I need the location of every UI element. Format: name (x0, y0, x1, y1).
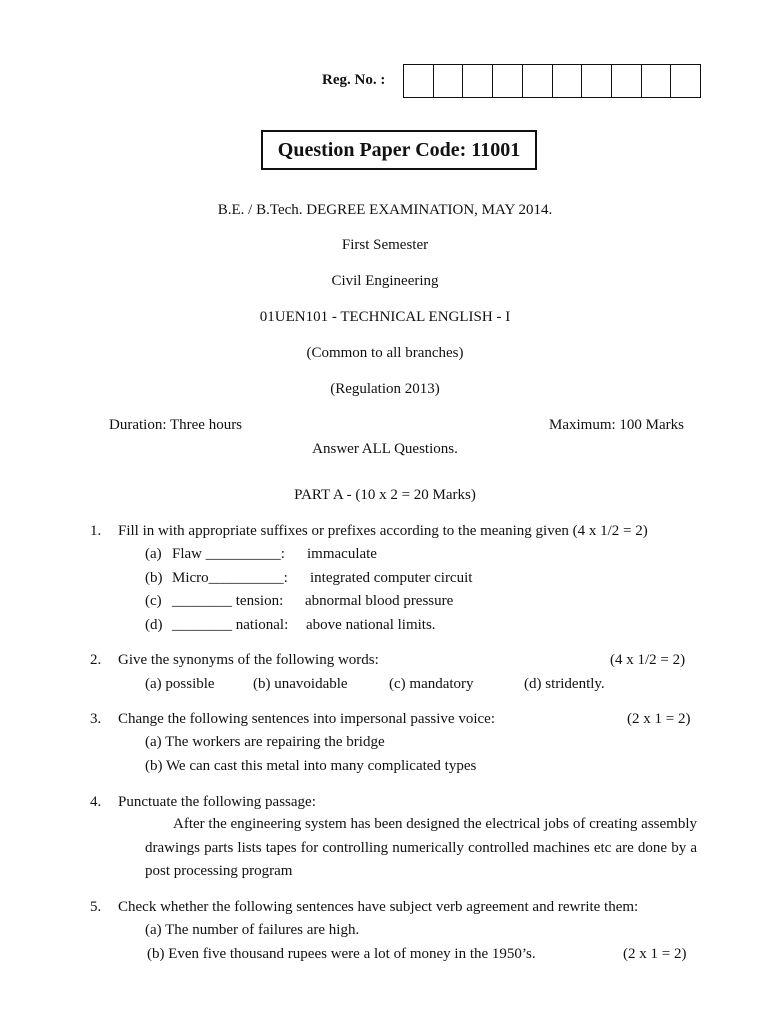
question-5-marks: (2 x 1 = 2) (623, 946, 687, 962)
duration: Duration: Three hours (109, 417, 243, 433)
q1-item-blank: Flaw __________: (172, 546, 285, 562)
q1-item-meaning: immaculate (307, 546, 377, 562)
department: Civil Engineering (331, 273, 439, 289)
q2-option: (b) unavoidable (253, 676, 348, 692)
q1-item-meaning: abnormal blood pressure (305, 593, 454, 609)
q5-item: (b) Even five thousand rupees were a lot of money in the 1950’s. (147, 946, 536, 962)
question-1-text: Fill in with appropriate suffixes or prefixes according to the meaning given (4 x 1/2 = 2) (118, 523, 648, 539)
q1-item-meaning: above national limits. (306, 617, 436, 633)
common-note: (Common to all branches) (306, 345, 464, 361)
max-marks: Maximum: 100 Marks (549, 417, 684, 433)
q4-passage-text: After the engineering system has been designed the electrical jobs of creating assembly drawings parts lists tapes for controlling numerically controlled machines etc are done by a post processing program (145, 816, 697, 879)
q1-item-label: (c) (145, 593, 162, 609)
reg-digit-box[interactable] (612, 65, 642, 97)
q3-item: (a) The workers are repairing the bridge (145, 734, 385, 750)
question-number: 5. (90, 899, 102, 915)
reg-digit-box[interactable] (463, 65, 493, 97)
q4-passage (145, 813, 697, 884)
q2-option: (c) mandatory (389, 676, 474, 692)
q3-item: (b) We can cast this metal into many complicated types (145, 758, 477, 774)
reg-digit-box[interactable] (553, 65, 583, 97)
part-a-heading: PART A - (10 x 2 = 20 Marks) (294, 487, 476, 503)
reg-digit-box[interactable] (434, 65, 464, 97)
instruction: Answer ALL Questions. (312, 441, 458, 457)
exam-title: B.E. / B.Tech. DEGREE EXAMINATION, MAY 2014. (217, 202, 553, 218)
reg-digit-box[interactable] (642, 65, 672, 97)
reg-digit-box[interactable] (493, 65, 523, 97)
q5-item: (a) The number of failures are high. (145, 922, 360, 938)
q1-item-label: (a) (145, 546, 162, 562)
q2-option: (a) possible (145, 676, 215, 692)
q1-item-blank: Micro__________: (172, 570, 288, 586)
question-3-marks: (2 x 1 = 2) (627, 711, 691, 727)
question-number: 1. (90, 523, 102, 539)
question-number: 4. (90, 794, 102, 810)
paper-code: Question Paper Code: 11001 (277, 138, 521, 161)
question-number: 2. (90, 652, 102, 668)
question-5-text: Check whether the following sentences have subject verb agreement and rewrite them: (118, 899, 639, 915)
question-2-marks: (4 x 1/2 = 2) (610, 652, 686, 668)
course-title: 01UEN101 - TECHNICAL ENGLISH - I (259, 309, 511, 325)
semester: First Semester (341, 237, 429, 253)
regulation: (Regulation 2013) (330, 381, 440, 397)
q2-option: (d) stridently. (524, 676, 605, 692)
reg-no-label: Reg. No. : (322, 72, 386, 88)
q1-item-blank: ________ tension: (172, 593, 284, 609)
q1-item-label: (b) (145, 570, 163, 586)
paper-code-box (261, 130, 537, 170)
q1-item-blank: ________ national: (172, 617, 289, 633)
reg-digit-box[interactable] (523, 65, 553, 97)
question-4-text: Punctuate the following passage: (118, 794, 316, 810)
question-2-text: Give the synonyms of the following words: (118, 652, 379, 668)
question-number: 3. (90, 711, 102, 727)
reg-no-boxes (403, 64, 701, 98)
reg-digit-box[interactable] (582, 65, 612, 97)
reg-digit-box[interactable] (404, 65, 434, 97)
reg-digit-box[interactable] (671, 65, 700, 97)
q1-item-label: (d) (145, 617, 163, 633)
q1-item-meaning: integrated computer circuit (310, 570, 473, 586)
question-3-text: Change the following sentences into impersonal passive voice: (118, 711, 495, 727)
